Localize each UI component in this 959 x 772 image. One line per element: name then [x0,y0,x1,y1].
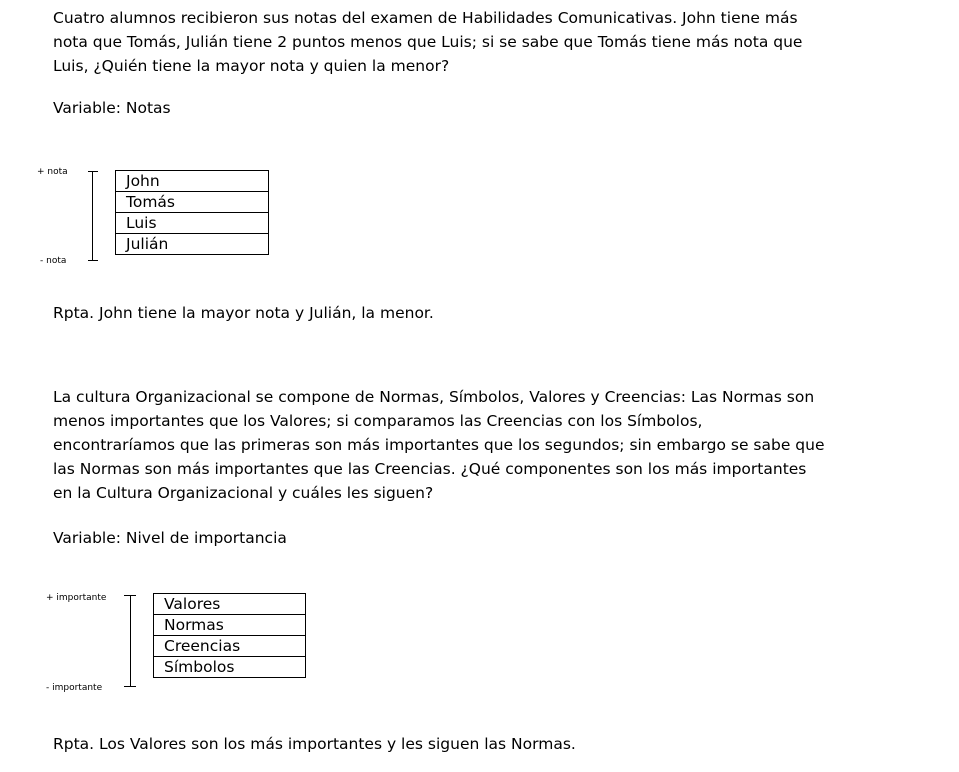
scale-top-tick [88,171,98,172]
table-row [116,171,269,192]
problem1-line: Luis, ¿Quién tiene la mayor nota y quien la menor? [53,57,450,75]
table-row [154,636,306,657]
scale-bottom-label: - importante [46,683,103,693]
ranking-cell: Tomás [116,192,269,213]
ranking-cell: Creencias [154,636,306,657]
problem2-line: encontraríamos que las primeras son más importantes que los segundos; sin embargo se sabe que [53,436,825,454]
table-row [116,234,269,255]
table-row [154,594,306,615]
ranking-cell: Valores [154,594,306,615]
problem2-statement [53,385,825,505]
problem1-line: Cuatro alumnos recibieron sus notas del examen de Habilidades Comunicativas. John tiene más [53,9,798,27]
problem1-variable: Variable: Notas [53,99,171,117]
table-row [116,192,269,213]
ranking-cell: Luis [116,213,269,234]
ranking-cell: Normas [154,615,306,636]
ranking-cell: Julián [116,234,269,255]
problem2-ranking-table [153,593,306,678]
problem2-line: en la Cultura Organizacional y cuáles les siguen? [53,484,434,502]
table-row [154,657,306,678]
scale-bottom-tick [88,260,98,261]
problem1-statement [53,6,802,78]
problem2-line: menos importantes que los Valores; si comparamos las Creencias con los Símbolos, [53,412,703,430]
problem2-line: las Normas son más importantes que las Creencias. ¿Qué componentes son los más importantes [53,460,807,478]
scale-bottom-label: - nota [40,256,67,266]
problem1-line: nota que Tomás, Julián tiene 2 puntos menos que Luis; si se sabe que Tomás tiene más nota que [53,33,803,51]
problem1-ranking-table [115,170,269,255]
scale-axis-line [92,171,93,261]
problem2-line: La cultura Organizacional se compone de Normas, Símbolos, Valores y Creencias: Las Normas son [53,388,815,406]
ranking-cell: John [116,171,269,192]
scale-axis-line [130,595,131,687]
problem2-variable: Variable: Nivel de importancia [53,529,287,547]
scale-top-label: + nota [37,167,68,177]
problem2-answer: Rpta. Los Valores son los más importantes y les siguen las Normas. [53,735,576,753]
scale-bottom-tick [124,686,136,687]
ranking-cell: Símbolos [154,657,306,678]
problem1-answer: Rpta. John tiene la mayor nota y Julián, la menor. [53,304,434,322]
table-row [154,615,306,636]
scale-top-label: + importante [46,593,107,603]
table-row [116,213,269,234]
